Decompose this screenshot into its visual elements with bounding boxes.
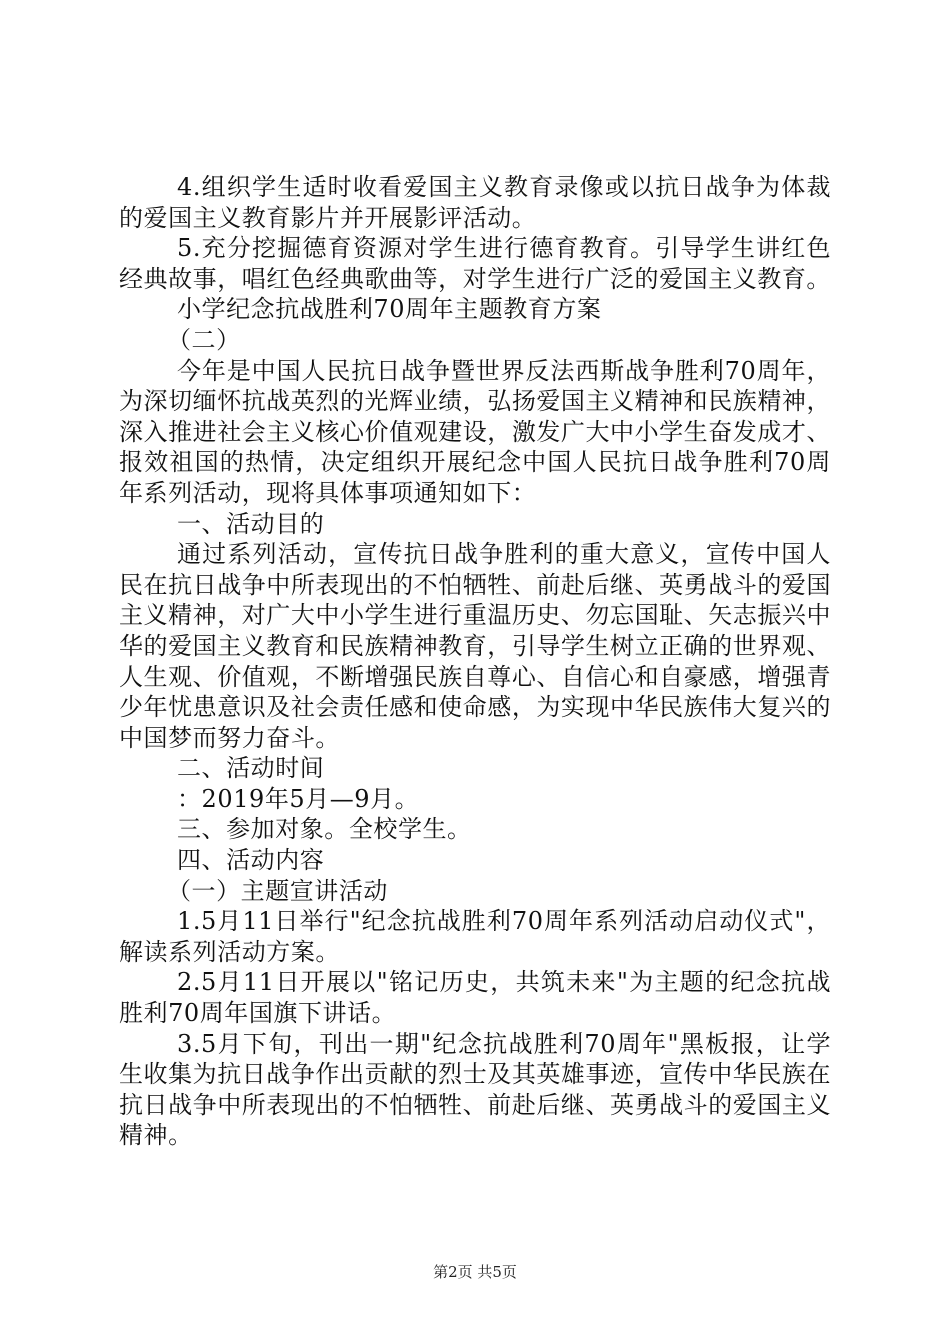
heading-activity-purpose: 一、活动目的 [177, 509, 325, 538]
activity-time-value: ：2019年5月—9月。 [177, 784, 420, 813]
paragraph-item-5: 5.充分挖掘德育资源对学生进行德育教育。引导学生讲红色经典故事，唱红色经典歌曲等，对学生进行广泛的爱国主义教育。 [119, 234, 831, 293]
heading-activity-content: 四、活动内容 [177, 846, 325, 875]
heading-activity-time: 二、活动时间 [177, 754, 325, 783]
section-title: 小学纪念抗战胜利70周年主题教育方案 [177, 295, 602, 324]
purpose-paragraph: 通过系列活动，宣传抗日战争胜利的重大意义，宣传中国人民在抗日战争中所表现出的不怕牺牲、前赴后继、英勇战斗的爱国主义精神，对广大中小学生进行重温历史、勿忘国耻、矢志振兴中华的爱国主义教育和民族精神教育，引导学生树立正确的世界观、人生观、价值观，不断增强民族自尊心、自信心和自豪感，增强青少年忧患意识及社会责任感和使命感，为实现中华民族伟大复兴的中国梦而努力奋斗。 [119, 540, 831, 752]
content-item-1: 1.5月11日举行"纪念抗战胜利70周年系列活动启动仪式"，解读系列活动方案。 [119, 907, 831, 966]
section-subtitle: （二） [167, 325, 241, 354]
heading-participants: 三、参加对象。全校学生。 [177, 815, 472, 844]
subheading-theme-lectures: （一）主题宣讲活动 [167, 876, 388, 905]
content-item-3: 3.5月下旬，刊出一期"纪念抗战胜利70周年"黑板报，让学生收集为抗日战争作出贡献的烈士及其英雄事迹，宣传中华民族在抗日战争中所表现出的不怕牺牲、前赴后继、英勇战斗的爱国主义精神。 [119, 1029, 831, 1150]
intro-paragraph: 今年是中国人民抗日战争暨世界反法西斯战争胜利70周年，为深切缅怀抗战英烈的光辉业绩，弘扬爱国主义精神和民族精神，深入推进社会主义核心价值观建设，激发广大中小学生奋发成才、报效祖国的热情，决定组织开展纪念中国人民抗日战争胜利70周年系列活动，现将具体事项通知如下： [119, 356, 831, 507]
content-item-2: 2.5月11日开展以"铭记历史，共筑未来"为主题的纪念抗战胜利70周年国旗下讲话。 [119, 968, 831, 1028]
document-body [119, 172, 831, 1151]
page-number-footer: 第2页 共5页 [433, 1263, 517, 1281]
paragraph-item-4: 4.组织学生适时收看爱国主义教育录像或以抗日战争为体裁的爱国主义教育影片并开展影评活动。 [119, 173, 831, 232]
